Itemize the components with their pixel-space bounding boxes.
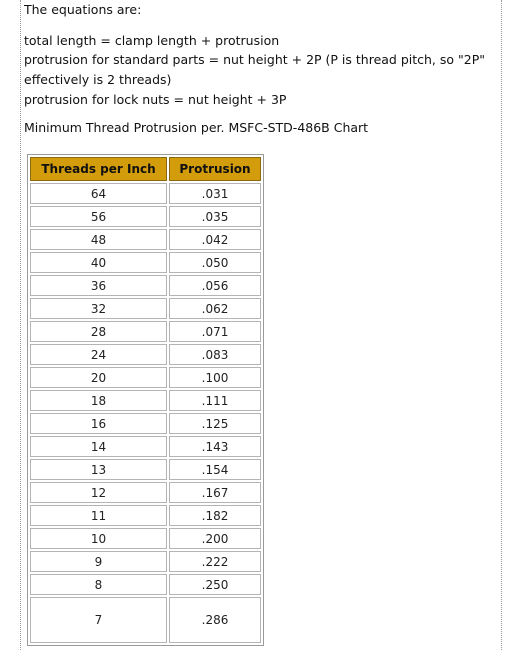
threads-cell: 24 xyxy=(30,344,167,365)
protrusion-cell: .182 xyxy=(169,505,261,526)
threads-cell: 7 xyxy=(30,597,167,643)
threads-cell: 56 xyxy=(30,206,167,227)
table-row xyxy=(30,229,261,250)
table-row xyxy=(30,505,261,526)
table-row xyxy=(30,321,261,342)
threads-cell: 20 xyxy=(30,367,167,388)
thread-protrusion-table xyxy=(27,154,264,646)
protrusion-cell: .167 xyxy=(169,482,261,503)
table-row xyxy=(30,275,261,296)
threads-cell: 28 xyxy=(30,321,167,342)
table-row xyxy=(30,344,261,365)
protrusion-cell: .222 xyxy=(169,551,261,572)
threads-cell: 36 xyxy=(30,275,167,296)
protrusion-cell: .125 xyxy=(169,413,261,434)
threads-cell: 10 xyxy=(30,528,167,549)
threads-cell: 9 xyxy=(30,551,167,572)
table-row xyxy=(30,367,261,388)
protrusion-cell: .071 xyxy=(169,321,261,342)
protrusion-cell: .042 xyxy=(169,229,261,250)
threads-cell: 12 xyxy=(30,482,167,503)
protrusion-cell: .083 xyxy=(169,344,261,365)
threads-cell: 16 xyxy=(30,413,167,434)
header-protrusion: Protrusion xyxy=(169,157,261,181)
threads-cell: 48 xyxy=(30,229,167,250)
threads-cell: 64 xyxy=(30,183,167,204)
equation-locknut-protrusion: protrusion for lock nuts = nut height + 3P xyxy=(24,92,287,107)
protrusion-cell: .062 xyxy=(169,298,261,319)
equation-list xyxy=(24,31,500,109)
threads-cell: 32 xyxy=(30,298,167,319)
table-row xyxy=(30,390,261,411)
table-row xyxy=(30,528,261,549)
table-row xyxy=(30,183,261,204)
table-row xyxy=(30,252,261,273)
table-row xyxy=(30,206,261,227)
intro-text: The equations are: xyxy=(24,2,142,17)
protrusion-cell: .200 xyxy=(169,528,261,549)
chart-caption: Minimum Thread Protrusion per. MSFC-STD-486B Chart xyxy=(24,120,369,135)
threads-cell: 40 xyxy=(30,252,167,273)
threads-cell: 8 xyxy=(30,574,167,595)
protrusion-cell: .035 xyxy=(169,206,261,227)
table-row xyxy=(30,551,261,572)
protrusion-cell: .050 xyxy=(169,252,261,273)
protrusion-cell: .143 xyxy=(169,436,261,457)
protrusion-cell: .286 xyxy=(169,597,261,643)
equation-standard-protrusion: protrusion for standard parts = nut height + 2P (P is thread pitch, so "2P" effectively is 2 threads) xyxy=(24,52,485,87)
table-header-row xyxy=(30,157,261,181)
article-content xyxy=(24,0,500,627)
equation-total-length: total length = clamp length + protrusion xyxy=(24,33,280,48)
table-row xyxy=(30,459,261,480)
table-row xyxy=(30,597,261,643)
header-threads-per-inch: Threads per Inch xyxy=(30,157,167,181)
protrusion-cell: .250 xyxy=(169,574,261,595)
threads-cell: 14 xyxy=(30,436,167,457)
table-row xyxy=(30,298,261,319)
threads-cell: 18 xyxy=(30,390,167,411)
table-row xyxy=(30,436,261,457)
protrusion-cell: .031 xyxy=(169,183,261,204)
threads-cell: 11 xyxy=(30,505,167,526)
table-row xyxy=(30,413,261,434)
protrusion-cell: .100 xyxy=(169,367,261,388)
protrusion-cell: .111 xyxy=(169,390,261,411)
table-row xyxy=(30,574,261,595)
protrusion-cell: .154 xyxy=(169,459,261,480)
threads-cell: 13 xyxy=(30,459,167,480)
table-row xyxy=(30,482,261,503)
protrusion-cell: .056 xyxy=(169,275,261,296)
